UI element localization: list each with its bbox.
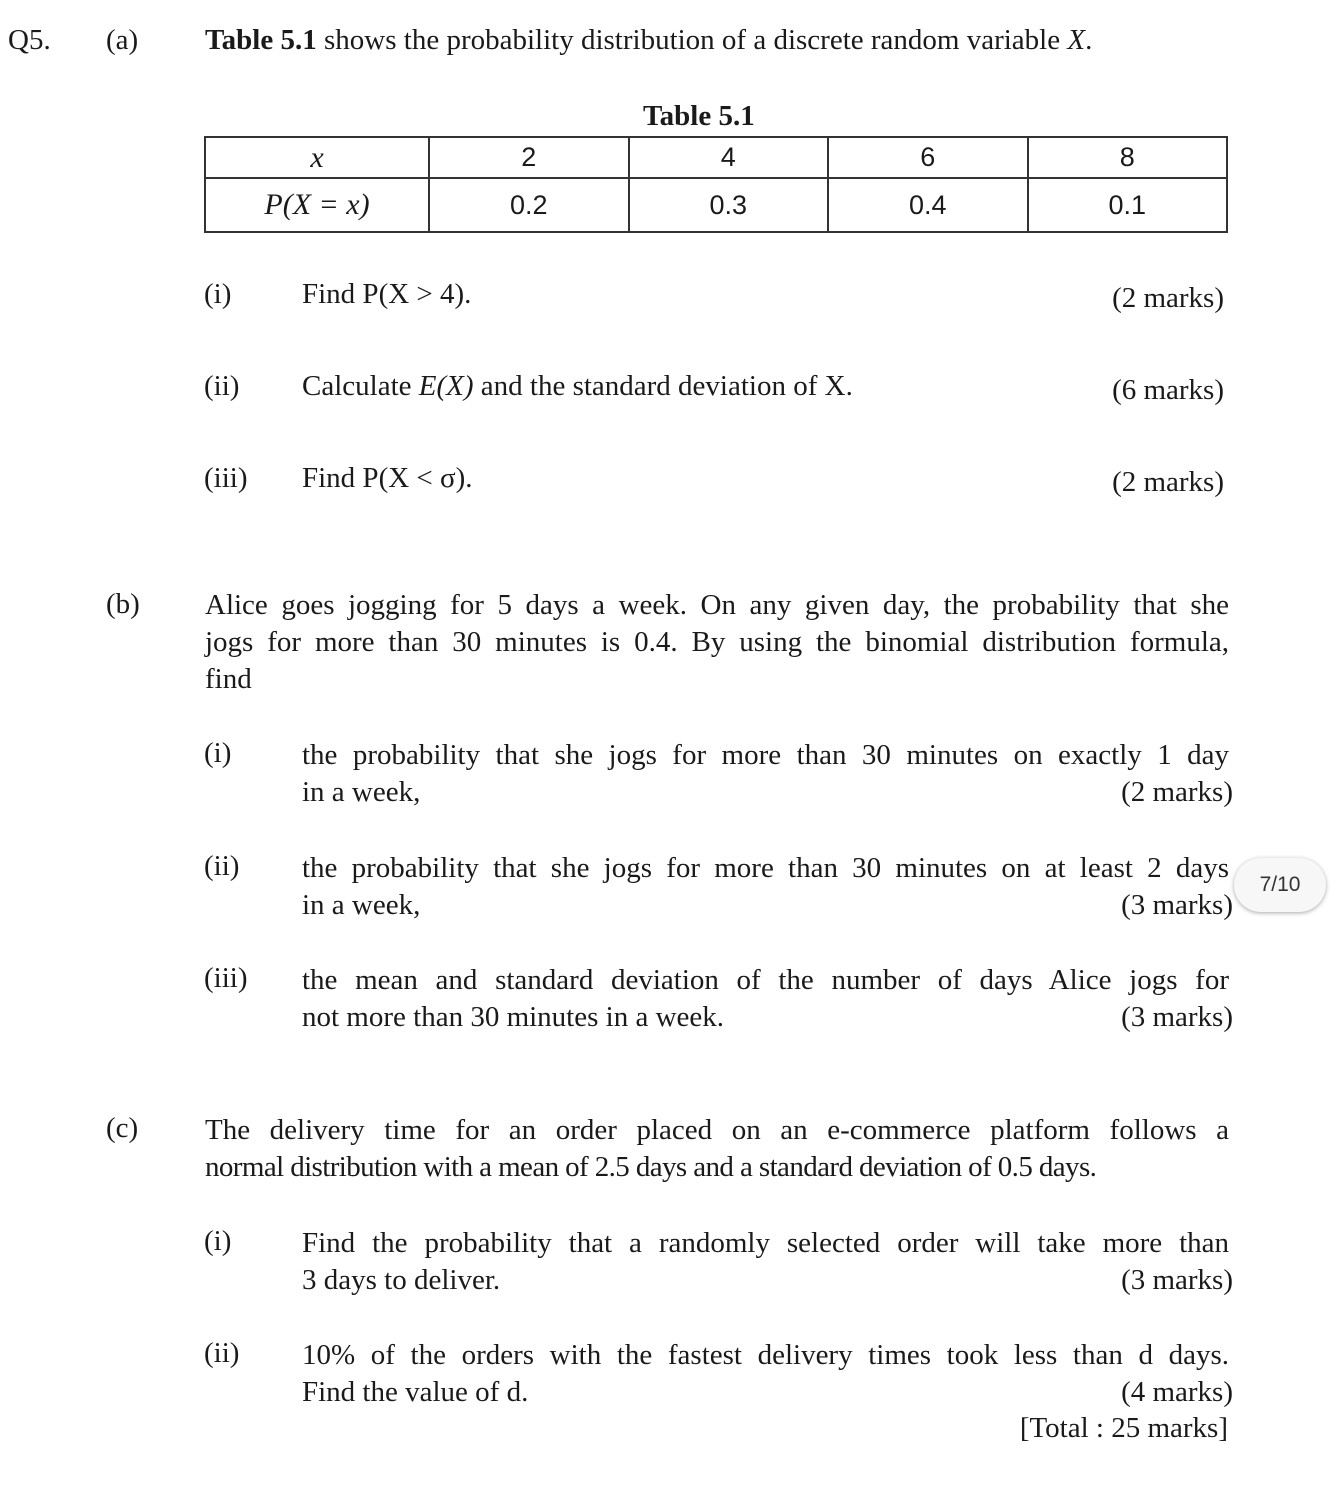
total-marks: [Total : 25 marks] (1019, 1412, 1228, 1444)
c-ii-line2: Find the value of d. (302, 1376, 529, 1408)
part-b-label: (b) (106, 588, 140, 620)
a-ii-text-post: and the standard deviation of X. (473, 370, 853, 402)
b-ii-text (302, 850, 1233, 924)
table-cell-p: 0.3 (629, 178, 829, 232)
table-row-x (205, 137, 1227, 178)
table-header-p: P(X = x) (205, 178, 429, 232)
part-a-intro (205, 24, 1092, 57)
part-a-intro-text: shows the probability distribution of a discrete random variable (316, 24, 1068, 56)
table-cell-p: 0.2 (429, 178, 629, 232)
b-iii-text (302, 962, 1233, 1036)
b-i-text (302, 737, 1233, 811)
c-ii-line1: 10% of the orders with the fastest delivery times took less than d days. (302, 1339, 1229, 1371)
table-cell-x: 6 (828, 137, 1028, 178)
a-iii-text: Find P(X < σ). (302, 462, 473, 494)
a-i-marks: (2 marks) (1112, 282, 1224, 314)
b-i-label: (i) (204, 737, 232, 769)
b-ii-line2: in a week, (302, 889, 421, 921)
part-b-intro-line: find (205, 663, 252, 695)
b-ii-marks: (3 marks) (1121, 889, 1233, 921)
table-cell-x: 2 (429, 137, 629, 178)
c-i-line2: 3 days to deliver. (302, 1264, 501, 1296)
b-iii-label: (iii) (204, 962, 248, 994)
a-ii-text (302, 370, 853, 403)
table-cell-x: 4 (629, 137, 829, 178)
a-ii-math: E(X) (418, 370, 474, 402)
c-i-line1: Find the probability that a randomly selected order will take more than (302, 1227, 1229, 1259)
c-i-marks: (3 marks) (1121, 1264, 1233, 1296)
a-i-text: Find P(X > 4). (302, 278, 472, 310)
c-ii-text (302, 1337, 1233, 1411)
random-variable: X (1067, 24, 1086, 56)
b-ii-label: (ii) (204, 850, 240, 882)
c-ii-marks: (4 marks) (1121, 1376, 1233, 1408)
part-b-intro-line: Alice goes jogging for 5 days a week. On any given day, the probability that she (205, 589, 1229, 621)
b-iii-line1: the mean and standard deviation of the number of days Alice jogs for (302, 964, 1229, 996)
table-cell-p: 0.1 (1028, 178, 1228, 232)
table-cell-x: 8 (1028, 137, 1228, 178)
c-i-text (302, 1225, 1233, 1299)
part-c-label: (c) (106, 1112, 139, 1144)
question-number: Q5. (8, 24, 51, 56)
probability-table (204, 136, 1228, 233)
part-c-intro (205, 1112, 1229, 1186)
table-header-x: x (205, 137, 429, 178)
part-a-label: (a) (106, 24, 139, 56)
table-row-p (205, 178, 1227, 232)
table-cell-p: 0.4 (828, 178, 1028, 232)
part-b-intro (205, 587, 1229, 698)
b-i-line1: the probability that she jogs for more than 30 minutes on exactly 1 day (302, 739, 1229, 771)
a-ii-text-pre: Calculate (302, 370, 419, 402)
part-b-intro-line: jogs for more than 30 minutes is 0.4. By using the binomial distribution formula, (205, 626, 1229, 658)
table-reference: Table 5.1 (205, 24, 317, 56)
b-i-marks: (2 marks) (1121, 776, 1233, 808)
b-iii-marks: (3 marks) (1121, 1001, 1233, 1033)
page-indicator[interactable]: 7/10 (1234, 858, 1326, 912)
part-c-intro-line: normal distribution with a mean of 2.5 days and a standard deviation of 0.5 days. (205, 1151, 1097, 1183)
b-iii-line2: not more than 30 minutes in a week. (302, 1001, 725, 1033)
part-c-intro-line: The delivery time for an order placed on an e-commerce platform follows a (205, 1114, 1229, 1146)
c-ii-label: (ii) (204, 1337, 240, 1369)
table-caption: Table 5.1 (643, 100, 755, 132)
a-i-label: (i) (204, 278, 232, 310)
part-a-intro-end: . (1085, 24, 1093, 56)
b-ii-line1: the probability that she jogs for more than 30 minutes on at least 2 days (302, 852, 1229, 884)
a-ii-marks: (6 marks) (1112, 374, 1224, 406)
b-i-line2: in a week, (302, 776, 421, 808)
a-ii-label: (ii) (204, 370, 240, 402)
a-iii-label: (iii) (204, 462, 248, 494)
c-i-label: (i) (204, 1225, 232, 1257)
a-iii-marks: (2 marks) (1112, 466, 1224, 498)
